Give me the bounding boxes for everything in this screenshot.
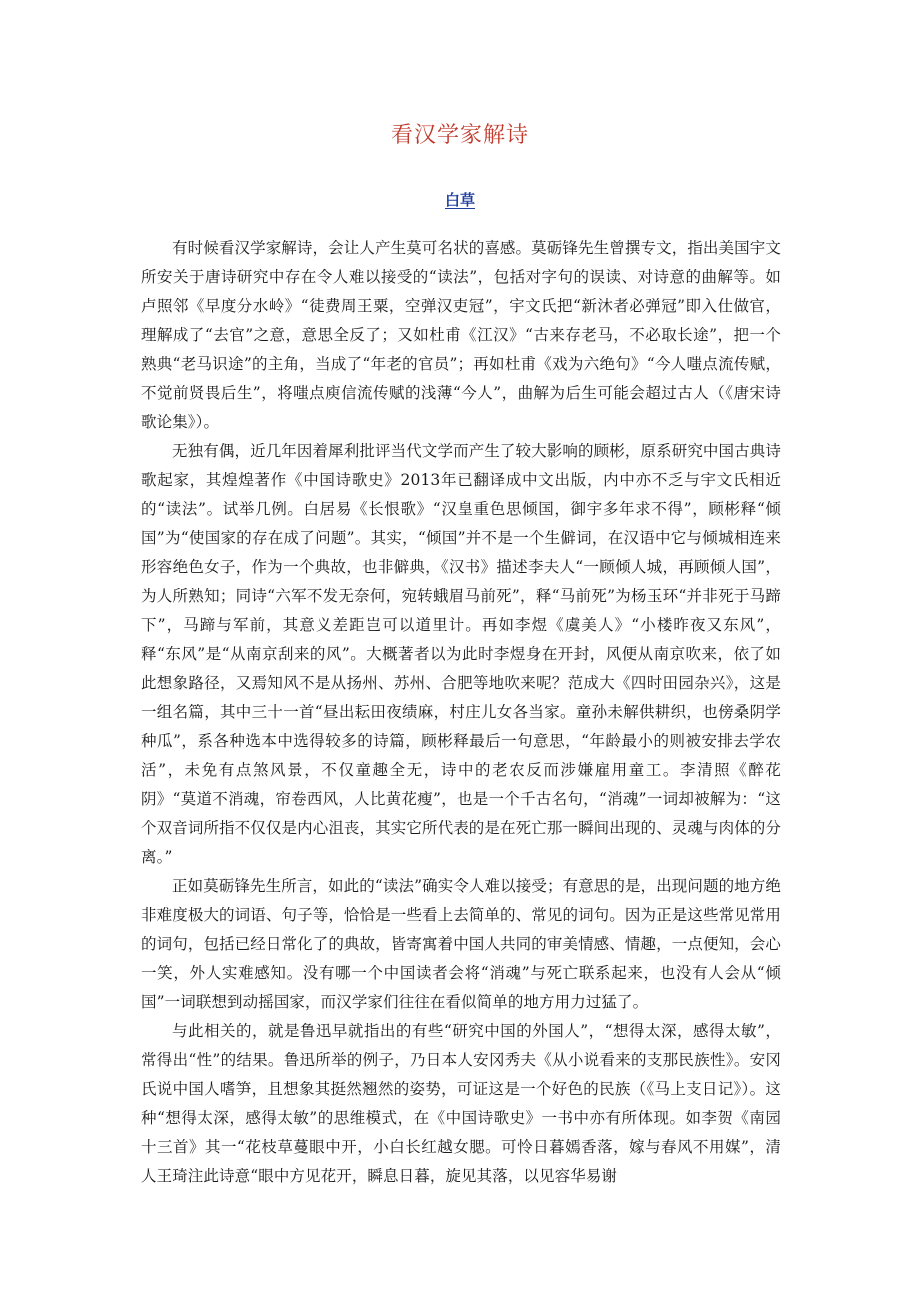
paragraph: 有时候看汉学家解诗，会让人产生莫可名状的喜感。莫砺锋先生曾撰专文，指出美国宇文所安关于唐诗研究中存在令人难以接受的“读法”，包括对字句的误读、对诗意的曲解等。如卢照邻《早度分水岭》“徒费周王粟，空弹汉吏冠”，宇文氏把“新沐者必弹冠”即入仕做官，理解成了“去官”之意，意思全反了；又如杜甫《江汉》“古来存老马，不必取长途”，把一个熟典“老马识途”的主角，当成了“年老的官员”；再如杜甫《戏为六绝句》“今人嗤点流传赋，不觉前贤畏后生”，将嗤点庾信流传赋的浅薄“今人”，曲解为后生可能会超过古人（《唐宋诗歌论集》）。 xyxy=(141,239,781,431)
author-link[interactable]: 白草 xyxy=(444,191,475,209)
paragraph: 无独有偶，近几年因着犀利批评当代文学而产生了较大影响的顾彬，原系研究中国古典诗歌起家，其煌煌著作《中国诗歌史》2013年已翻译成中文出版，内中亦不乏与宇文氏相近的“读法”。试举几例。白居易《长恨歌》“汉皇重色思倾国，御宇多年求不得”，顾彬释“倾国”为“使国家的存在成了问题”。其实，“倾国”并不是一个生僻词，在汉语中它与倾城相连来形容绝色女子，作为一个典故，也非僻典，《汉书》描述李夫人“一顾倾人城，再顾倾人国”，为人所熟知；同诗“六军不发无奈何，宛转蛾眉马前死”，释“马前死”为杨玉环“并非死于马蹄下”，马蹄与军前，其意义差距岂可以道里计。再如李煜《虞美人》“小楼昨夜又东风”，释“东风”是“从南京刮来的风”。大概著者以为此时李煜身在开封，风便从南京吹来，依了如此想象路径，又焉知风不是从扬州、苏州、合肥等地吹来呢？范成大《四时田园杂兴》，这是一组名篇，其中三十一首“昼出耘田夜绩麻，村庄儿女各当家。童孙未解供耕织，也傍桑阴学种瓜”，系各种选本中选得较多的诗篇，顾彬释最后一句意思，“年龄最小的则被安排去学农活”，未免有点煞风景，不仅童趣全无，诗中的老农反而涉嫌雇用童工。李清照《醉花阴》“莫道不消魂，帘卷西风，人比黄花瘦”，也是一个千古名句，“消魂”一词却被解为：“这个双音词所指不仅仅是内心沮丧，其实它所代表的是在死亡那一瞬间出现的、灵魂与肉体的分离。” xyxy=(141,442,781,866)
paragraph: 与此相关的，就是鲁迅早就指出的有些“研究中国的外国人”，“想得太深，感得太敏”，常得出“性”的结果。鲁迅所举的例子，乃日本人安冈秀夫《从小说看来的支那民族性》。安冈氏说中国人嗜笋，且想象其挺然翘然的姿势，可证这是一个好色的民族（《马上支日记》）。这种“想得太深，感得太敏”的思维模式，在《中国诗歌史》一书中亦有所体现。如李贺《南园十三首》其一“花枝草蔓眼中开，小白长红越女腮。可怜日暮嫣香落，嫁与春风不用媒”，清人王琦注此诗意“眼中方见花开，瞬息日暮，旋见其落，以见容华易谢 xyxy=(141,1022,781,1185)
article-body xyxy=(141,234,781,1191)
paragraph: 正如莫砺锋先生所言，如此的“读法”确实令人难以接受；有意思的是，出现问题的地方绝非难度极大的词语、句子等，恰恰是一些看上去简单的、常见的词句。因为正是这些常见常用的词句，包括已经日常化了的典故，皆寄寓着中国人共同的审美情感、情趣，一点便知，会心一笑，外人实难感知。没有哪一个中国读者会将“消魂”与死亡联系起来，也没有人会从“倾国”一词联想到动摇国家，而汉学家们往往在看似简单的地方用力过猛了。 xyxy=(141,877,781,1011)
author-line xyxy=(0,188,920,212)
article-title: 看汉学家解诗 xyxy=(390,123,529,148)
